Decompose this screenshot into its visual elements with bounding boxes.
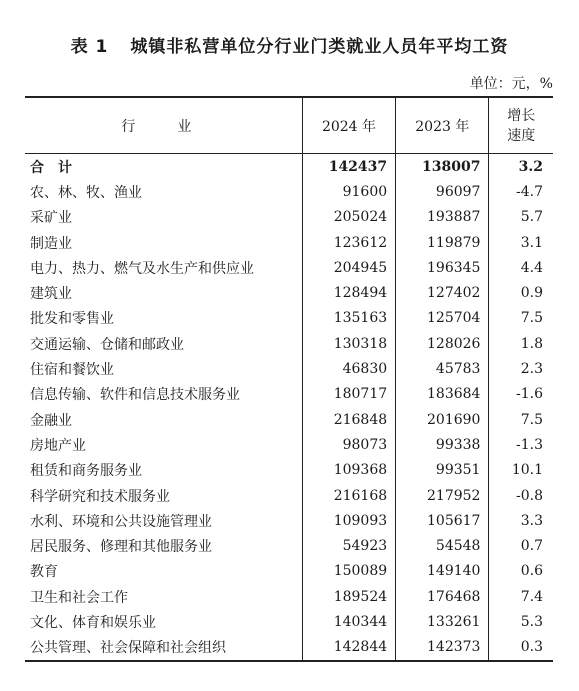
wage-2023-cell: 96097 xyxy=(396,179,489,204)
wage-2023-cell: 196345 xyxy=(396,255,489,280)
table-body xyxy=(25,154,553,661)
wage-table xyxy=(25,96,553,662)
wage-2023-cell: 119879 xyxy=(396,230,489,255)
industry-cell: 合计 xyxy=(30,159,86,176)
industry-cell: 科学研究和技术服务业 xyxy=(30,488,170,505)
growth-cell: 7.5 xyxy=(489,306,553,331)
wage-2024-cell: 128494 xyxy=(302,280,395,305)
industry-cell: 教育 xyxy=(30,564,58,581)
growth-cell: 5.7 xyxy=(489,205,553,230)
header-industry: 行 业 xyxy=(25,97,302,154)
wage-2024-cell: 189524 xyxy=(302,584,395,609)
table-row xyxy=(25,458,553,483)
table-row xyxy=(25,230,553,255)
growth-cell: -0.8 xyxy=(489,483,553,508)
wage-2024-cell: 142437 xyxy=(302,154,395,180)
wage-2024-cell: 130318 xyxy=(302,331,395,356)
growth-cell: 1.8 xyxy=(489,331,553,356)
wage-2023-cell: 99351 xyxy=(396,458,489,483)
table-row xyxy=(25,179,553,204)
wage-2023-cell: 142373 xyxy=(396,635,489,661)
wage-2023-cell: 217952 xyxy=(396,483,489,508)
table-title xyxy=(0,32,579,57)
growth-cell: 7.4 xyxy=(489,584,553,609)
table-number: 表 1 xyxy=(70,37,109,57)
wage-2023-cell: 127402 xyxy=(396,280,489,305)
growth-cell: 0.3 xyxy=(489,635,553,661)
wage-2023-cell: 138007 xyxy=(396,154,489,180)
industry-cell: 采矿业 xyxy=(30,210,72,227)
growth-cell: 3.1 xyxy=(489,230,553,255)
wage-2024-cell: 109093 xyxy=(302,508,395,533)
table-row xyxy=(25,483,553,508)
wage-2024-cell: 46830 xyxy=(302,356,395,381)
growth-cell: 5.3 xyxy=(489,609,553,634)
table-row xyxy=(25,255,553,280)
industry-cell: 住宿和餐饮业 xyxy=(30,362,114,379)
wage-2023-cell: 176468 xyxy=(396,584,489,609)
growth-cell: 3.3 xyxy=(489,508,553,533)
header-2023: 2023 年 xyxy=(396,97,489,154)
header-growth-line2: 速度 xyxy=(507,127,536,144)
wage-2023-cell: 183684 xyxy=(396,382,489,407)
header-growth-line1: 增长 xyxy=(507,107,536,124)
table-row xyxy=(25,559,553,584)
wage-2023-cell: 125704 xyxy=(396,306,489,331)
wage-2023-cell: 149140 xyxy=(396,559,489,584)
table-row xyxy=(25,407,553,432)
growth-cell: 0.9 xyxy=(489,280,553,305)
industry-cell: 信息传输、软件和信息技术服务业 xyxy=(30,387,240,404)
growth-cell: 3.2 xyxy=(489,154,553,180)
wage-2023-cell: 54548 xyxy=(396,533,489,558)
wage-2024-cell: 135163 xyxy=(302,306,395,331)
wage-2024-cell: 91600 xyxy=(302,179,395,204)
growth-cell: 10.1 xyxy=(489,458,553,483)
industry-cell: 农、林、牧、渔业 xyxy=(30,184,142,201)
growth-cell: -4.7 xyxy=(489,179,553,204)
wage-2024-cell: 180717 xyxy=(302,382,395,407)
wage-2024-cell: 216848 xyxy=(302,407,395,432)
industry-cell: 居民服务、修理和其他服务业 xyxy=(30,539,212,556)
wage-2023-cell: 45783 xyxy=(396,356,489,381)
header-2024: 2024 年 xyxy=(302,97,395,154)
wage-2023-cell: 105617 xyxy=(396,508,489,533)
industry-cell: 公共管理、社会保障和社会组织 xyxy=(30,640,226,657)
unit-note: 单位：元，% xyxy=(469,76,553,92)
growth-cell: 2.3 xyxy=(489,356,553,381)
industry-cell: 批发和零售业 xyxy=(30,311,114,328)
industry-cell: 卫生和社会工作 xyxy=(30,589,128,606)
wage-2024-cell: 205024 xyxy=(302,205,395,230)
growth-cell: -1.3 xyxy=(489,432,553,457)
table-row xyxy=(25,533,553,558)
wage-2024-cell: 150089 xyxy=(302,559,395,584)
wage-2023-cell: 133261 xyxy=(396,609,489,634)
wage-2024-cell: 98073 xyxy=(302,432,395,457)
table-row xyxy=(25,382,553,407)
growth-cell: 0.7 xyxy=(489,533,553,558)
table-row xyxy=(25,356,553,381)
wage-2024-cell: 109368 xyxy=(302,458,395,483)
industry-cell: 交通运输、仓储和邮政业 xyxy=(30,336,184,353)
wage-2024-cell: 123612 xyxy=(302,230,395,255)
growth-cell: 0.6 xyxy=(489,559,553,584)
header-row xyxy=(25,97,553,154)
table-row xyxy=(25,508,553,533)
table-row xyxy=(25,635,553,661)
table-title-text: 城镇非私营单位分行业门类就业人员年平均工资 xyxy=(130,37,509,57)
industry-cell: 制造业 xyxy=(30,235,72,252)
industry-cell: 租赁和商务服务业 xyxy=(30,463,142,480)
industry-cell: 水利、环境和公共设施管理业 xyxy=(30,513,212,530)
wage-2023-cell: 99338 xyxy=(396,432,489,457)
table-row xyxy=(25,280,553,305)
industry-cell: 房地产业 xyxy=(30,437,86,454)
industry-cell: 电力、热力、燃气及水生产和供应业 xyxy=(30,260,254,277)
growth-cell: -1.6 xyxy=(489,382,553,407)
wage-2023-cell: 201690 xyxy=(396,407,489,432)
growth-cell: 4.4 xyxy=(489,255,553,280)
table-row xyxy=(25,584,553,609)
wage-2024-cell: 216168 xyxy=(302,483,395,508)
table-row xyxy=(25,432,553,457)
table-row xyxy=(25,331,553,356)
wage-2024-cell: 140344 xyxy=(302,609,395,634)
wage-2024-cell: 54923 xyxy=(302,533,395,558)
growth-cell: 7.5 xyxy=(489,407,553,432)
wage-2023-cell: 128026 xyxy=(396,331,489,356)
table-row xyxy=(25,306,553,331)
wage-2024-cell: 204945 xyxy=(302,255,395,280)
industry-cell: 建筑业 xyxy=(30,286,72,303)
header-growth xyxy=(489,97,553,154)
industry-cell: 文化、体育和娱乐业 xyxy=(30,614,156,631)
table-row xyxy=(25,205,553,230)
wage-2023-cell: 193887 xyxy=(396,205,489,230)
table-row xyxy=(25,609,553,634)
total-row xyxy=(25,154,553,180)
wage-2024-cell: 142844 xyxy=(302,635,395,661)
industry-cell: 金融业 xyxy=(30,412,72,429)
